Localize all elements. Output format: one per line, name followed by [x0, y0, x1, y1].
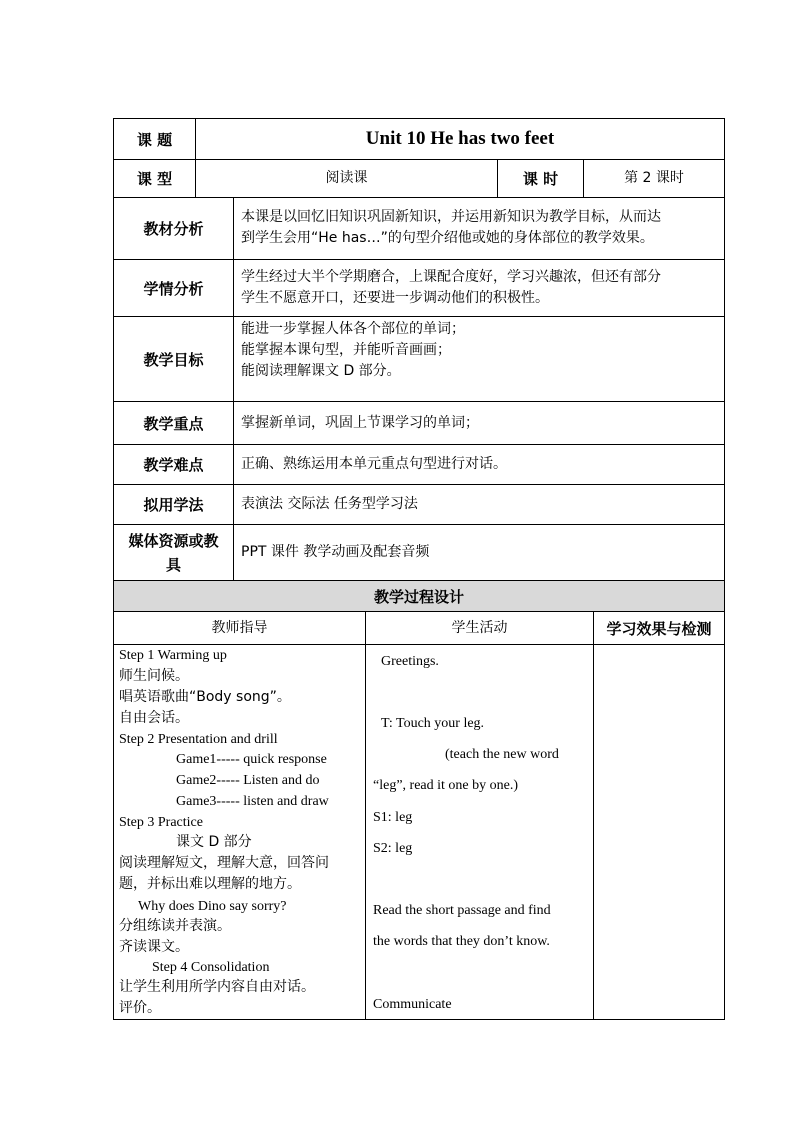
students-text	[241, 267, 723, 309]
teacher-line: Why does Dino say sorry?	[138, 899, 287, 914]
goals-label: 教学目标	[143, 350, 204, 369]
material-line-1: 本课是以回忆旧知识巩固新知识，并运用新知识为教学目标，从而达	[241, 209, 661, 225]
topic-label: 课 题	[136, 130, 173, 149]
method-label: 拟用学法	[143, 496, 204, 514]
material-text	[241, 207, 723, 249]
goal-line-2: 能掌握本课句型，并能听音画画；	[241, 342, 451, 358]
teacher-line: 齐读课文。	[119, 939, 189, 955]
teacher-line: 评价。	[119, 1000, 161, 1016]
teacher-line: 师生问候。	[119, 668, 189, 684]
teacher-line: 唱英语歌曲“Body song”。	[119, 689, 291, 705]
student-line: Read the short passage and find	[373, 903, 551, 918]
teacher-line: 阅读理解短文，理解大意，回答问	[119, 855, 329, 871]
student-line: T: Touch your leg.	[381, 716, 485, 731]
type-value: 阅读课	[325, 170, 368, 186]
teacher-line: Game1----- quick response	[176, 752, 327, 767]
type-label: 课 型	[136, 170, 173, 188]
goal-line-3: 能阅读理解课文 D 部分。	[241, 363, 401, 379]
col-teacher: 教师指导	[211, 619, 268, 636]
teacher-step3: Step 3 Practice	[119, 815, 203, 830]
student-line: Greetings.	[381, 654, 439, 669]
period-label: 课 时	[522, 170, 559, 188]
teacher-line: Game3----- listen and draw	[176, 794, 329, 809]
material-label: 教材分析	[143, 220, 204, 238]
col-student: 学生活动	[451, 619, 508, 636]
student-line: S1: leg	[373, 810, 413, 825]
students-line-1: 学生经过大半个学期磨合，上课配合度好，学习兴趣浓，但还有部分	[241, 269, 661, 285]
students-label: 学情分析	[143, 279, 204, 298]
teacher-line: 课文 D 部分	[176, 834, 252, 850]
media-label-line-1: 媒体资源或教	[128, 532, 219, 550]
difficulty-label: 教学难点	[143, 456, 204, 474]
col-effect: 学习效果与检测	[606, 619, 712, 638]
key-value: 掌握新单词，巩固上节课学习的单词；	[241, 414, 479, 431]
teacher-line: Game2----- Listen and do	[176, 773, 320, 788]
student-line: (teach the new word	[445, 747, 559, 762]
teacher-line: 题，并标出难以理解的地方。	[119, 876, 301, 892]
goals-text	[241, 319, 723, 382]
student-line: “leg”, read it one by one.)	[373, 778, 518, 793]
students-line-2: 学生不愿意开口，还要进一步调动他们的积极性。	[241, 290, 549, 306]
teacher-line: 自由会话。	[119, 710, 189, 726]
student-line: the words that they don’t know.	[373, 934, 550, 949]
media-label	[114, 529, 233, 577]
teacher-line: 让学生利用所学内容自由对话。	[119, 979, 315, 995]
lesson-title: Unit 10 He has two feet	[365, 128, 555, 149]
student-line: Communicate	[373, 997, 452, 1012]
method-value: 表演法 交际法 任务型学习法	[241, 496, 418, 512]
difficulty-value: 正确、熟练运用本单元重点句型进行对话。	[241, 456, 507, 472]
media-value: PPT 课件 教学动画及配套音频	[241, 544, 430, 560]
period-value: 第 2 课时	[624, 170, 684, 186]
media-label-line-2: 具	[165, 556, 181, 574]
material-line-2: 到学生会用“He has…”的句型介绍他或她的身体部位的教学效果。	[241, 230, 654, 246]
teacher-line: 分组练读并表演。	[119, 918, 231, 934]
teacher-step1: Step 1 Warming up	[119, 648, 227, 663]
teacher-step2: Step 2 Presentation and drill	[119, 732, 278, 747]
section-title: 教学过程设计	[373, 587, 464, 606]
key-label: 教学重点	[143, 414, 204, 433]
student-line: S2: leg	[373, 841, 413, 856]
teacher-step4: Step 4 Consolidation	[152, 960, 270, 975]
goal-line-1: 能进一步掌握人体各个部位的单词；	[241, 321, 465, 337]
